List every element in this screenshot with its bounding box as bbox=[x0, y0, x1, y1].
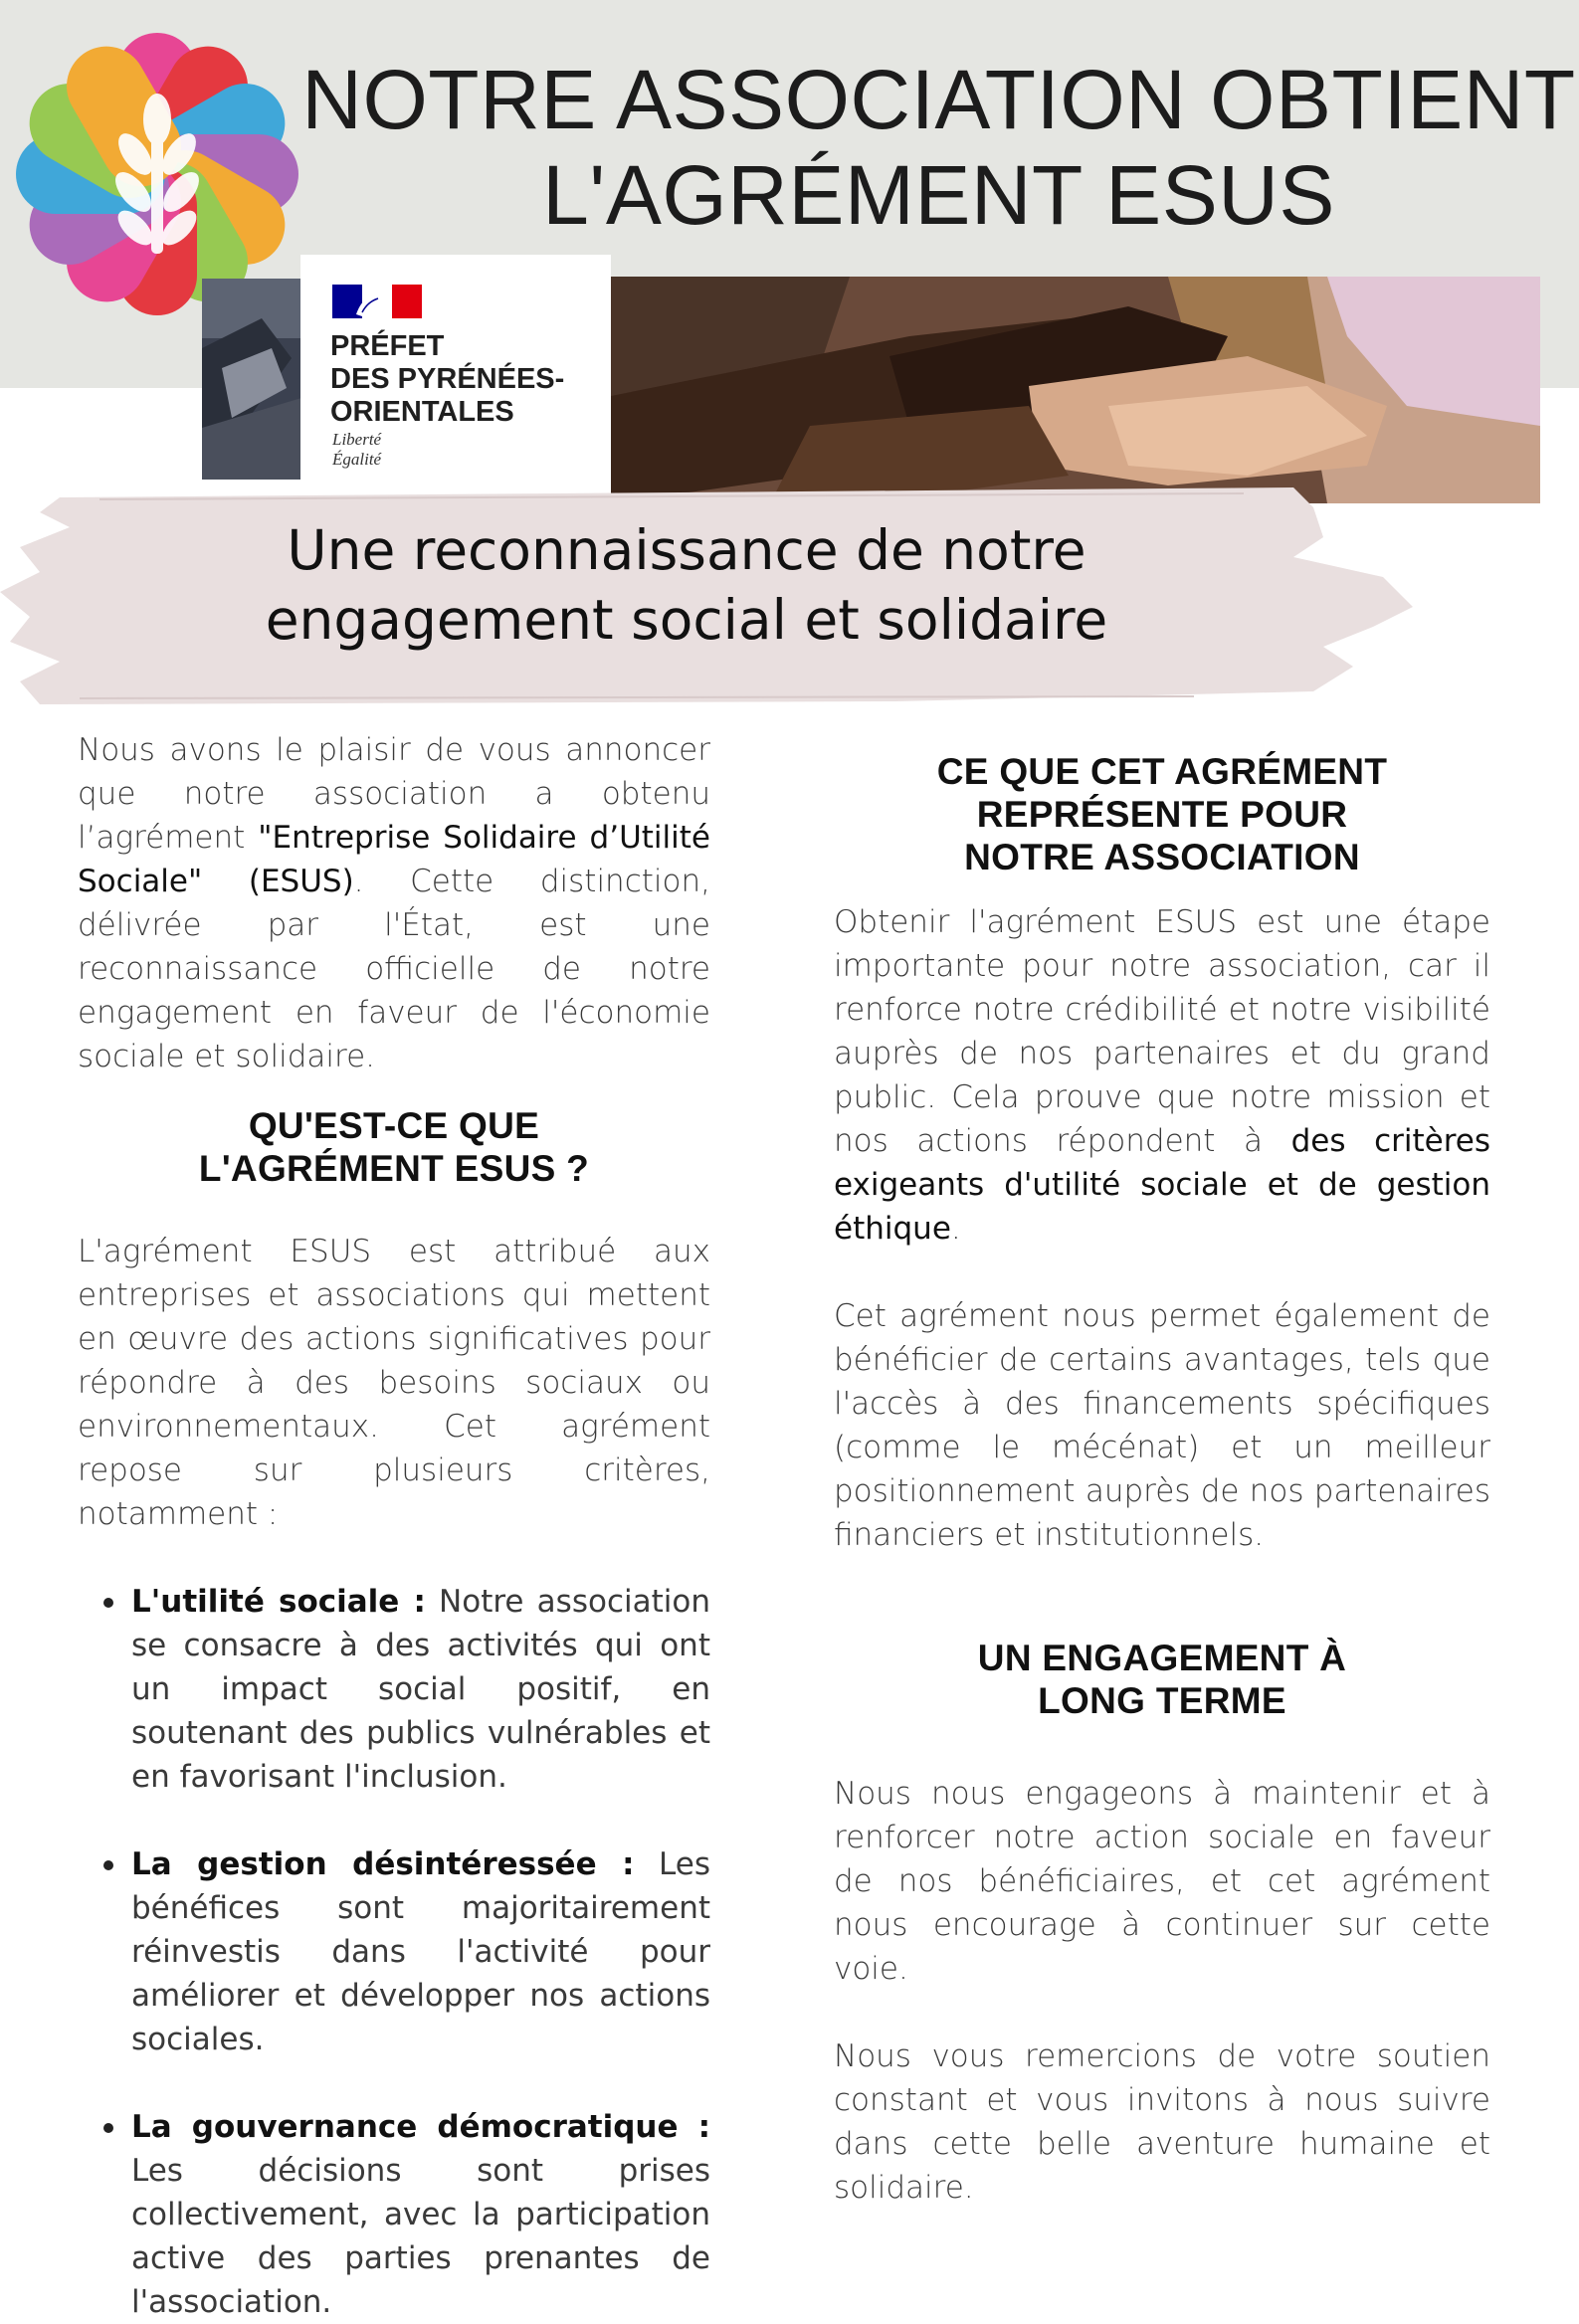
long-term-paragraph-1: Nous nous engageons à maintenir et à renforcer notre action sociale en faveur de nos bénéficiaires, et cet agrément nous encourage à continuer sur cette voie. bbox=[834, 1776, 1490, 1987]
photo-strip-image bbox=[202, 279, 301, 480]
represents-paragraph-1 bbox=[834, 900, 1490, 1251]
motto-egalite: Égalité bbox=[332, 450, 382, 469]
intro-bold: "Entreprise Solidaire d’Utilité Sociale" (ESUS) bbox=[78, 820, 710, 899]
prefecture-logo-card bbox=[300, 255, 611, 480]
subtitle-line-1: Une reconnaissance de notre bbox=[287, 518, 1086, 582]
section-heading-what-it-represents bbox=[834, 750, 1490, 878]
criteria-list bbox=[131, 1580, 710, 2324]
represents-bold: des critères exigeants d'utilité sociale et de gestion éthique bbox=[834, 1123, 1490, 1247]
subtitle bbox=[149, 515, 1224, 655]
page-title bbox=[298, 52, 1579, 243]
list-item bbox=[131, 1842, 710, 2061]
long-term-paragraph-2: Nous vous remercions de votre soutien constant et vous invitons à nous suivre dans cette belle aventure humaine et solidaire. bbox=[834, 2038, 1490, 2206]
left-column bbox=[78, 728, 710, 2324]
section2-line-2: REPRÉSENTE POUR bbox=[976, 794, 1348, 835]
section3-line-1: UN ENGAGEMENT À bbox=[977, 1638, 1347, 1678]
criterion-label: La gestion désintéressée : bbox=[131, 1846, 635, 1882]
section3-line-2: LONG TERME bbox=[1038, 1680, 1286, 1721]
prefecture-motto bbox=[332, 430, 381, 470]
marianne-flag-icon bbox=[332, 285, 422, 318]
section1-line-1: QU'EST-CE QUE bbox=[248, 1105, 540, 1146]
right-column bbox=[834, 750, 1490, 2210]
criterion-text: Les bénéfices sont majoritairement réinvestis dans l'activité pour améliorer et développer nos actions sociales. bbox=[131, 1846, 710, 2057]
criterion-label: La gouvernance démocratique : bbox=[131, 2109, 710, 2145]
hands-together-photo bbox=[611, 277, 1540, 503]
what-is-paragraph: L'agrément ESUS est attribué aux entreprises et associations qui mettent en œuvre des actions significatives pour répondre à des besoins sociaux ou environnementaux. Cet agrément repose sur plusieurs critères, notamment : bbox=[78, 1234, 710, 1532]
represents-end: . bbox=[950, 1211, 961, 1247]
represents-paragraph-2: Cet agrément nous permet également de bénéficier de certains avantages, tels que l'accès à des financements spécifiques (comme le mécénat) et un meilleur positionnement auprès de nos partenaires financiers et institutionnels. bbox=[834, 1298, 1490, 1553]
criterion-text: Les décisions sont prises collectivement, avec la participation active des parties prenantes de l'association. bbox=[131, 2153, 710, 2320]
prefecture-line-3: ORIENTALES bbox=[330, 396, 514, 428]
list-item bbox=[131, 2105, 710, 2324]
title-line-1: NOTRE ASSOCIATION OBTIENT bbox=[301, 53, 1576, 146]
title-line-2: L'AGRÉMENT ESUS bbox=[542, 148, 1335, 242]
subtitle-line-2: engagement social et solidaire bbox=[265, 588, 1108, 652]
section-heading-what-is bbox=[78, 1104, 710, 1190]
section2-line-3: NOTRE ASSOCIATION bbox=[964, 837, 1360, 877]
criterion-text: Notre association se consacre à des activités qui ont un impact social positif, en soutenant des publics vulnérables et en favorisant l'inclusion. bbox=[131, 1584, 710, 1795]
section2-line-1: CE QUE CET AGRÉMENT bbox=[936, 751, 1388, 792]
motto-liberte: Liberté bbox=[332, 430, 382, 449]
section-heading-long-term bbox=[834, 1637, 1490, 1722]
intro-text-2: . Cette distinction, délivrée par l'État, est une reconnaissance officielle de notre engagement en faveur de l'économie sociale et solidaire. bbox=[78, 864, 710, 1074]
section1-line-2: L'AGRÉMENT ESUS ? bbox=[198, 1148, 590, 1189]
prefecture-line-1: PRÉFET bbox=[330, 330, 445, 362]
represents-text: Obtenir l'agrément ESUS est une étape importante pour notre association, car il renforce notre crédibilité et notre visibilité auprès de nos partenaires et du grand public. Cela prouve que notre mission et nos actions répondent à bbox=[834, 904, 1490, 1159]
intro-text-1: Nous avons le plaisir de vous annoncer que notre association a obtenu l’agrément bbox=[78, 732, 710, 856]
intro-paragraph bbox=[78, 728, 710, 1078]
prefecture-line-2: DES PYRÉNÉES- bbox=[330, 363, 565, 395]
prefecture-name bbox=[330, 330, 564, 429]
criterion-label: L'utilité sociale : bbox=[131, 1584, 426, 1620]
list-item bbox=[131, 1580, 710, 1799]
